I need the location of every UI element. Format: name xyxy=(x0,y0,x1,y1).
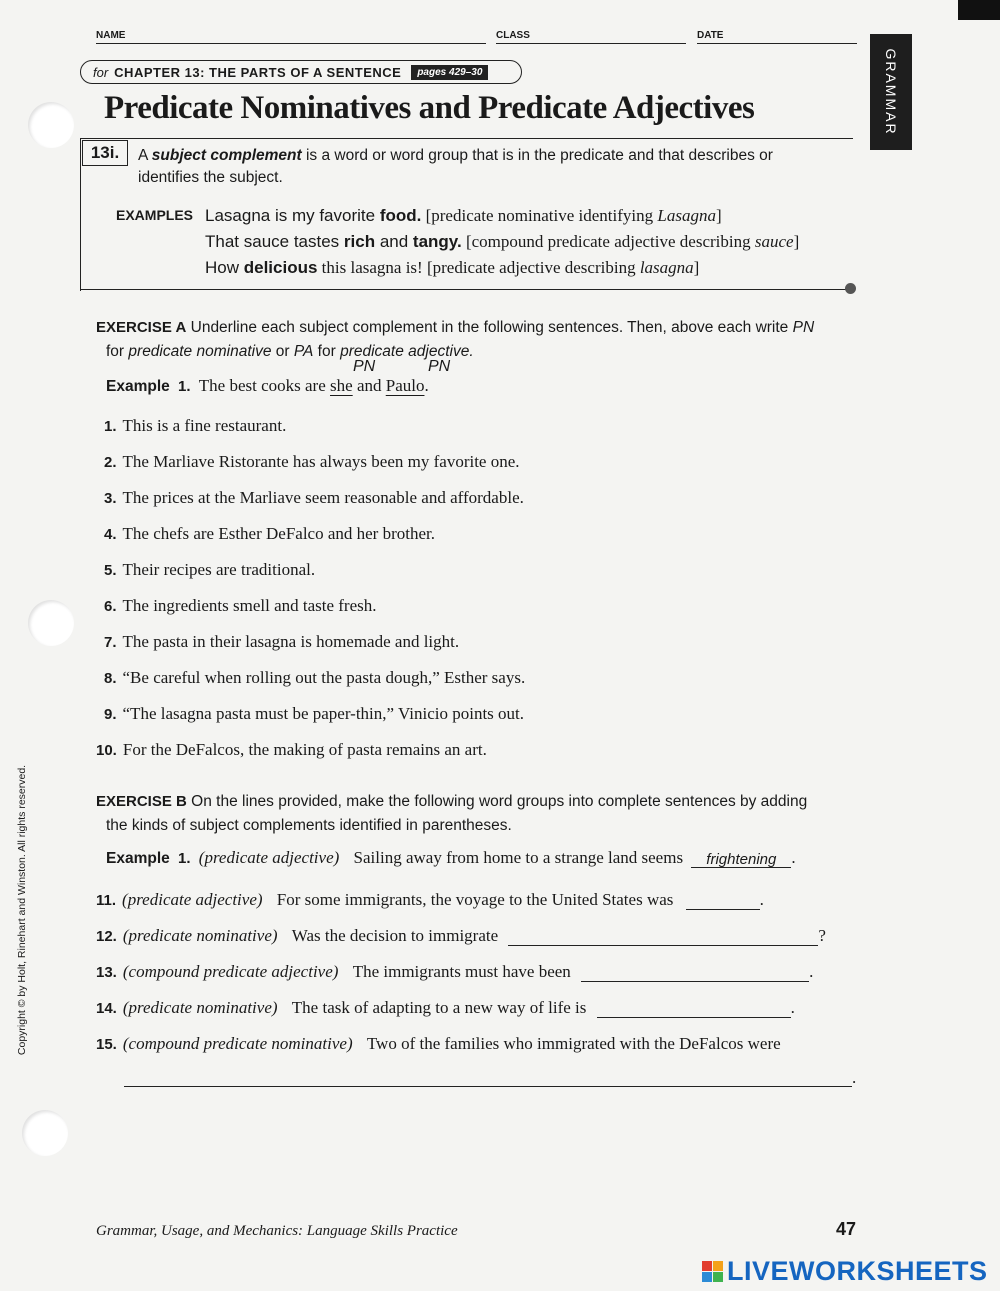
page-number: 47 xyxy=(836,1219,857,1239)
rule-number: 13i. xyxy=(82,140,128,166)
name-label: NAME xyxy=(96,30,126,41)
punch-hole-middle xyxy=(28,600,74,646)
exercise-b-label: EXERCISE B xyxy=(96,793,187,810)
exercise-a-item-2[interactable]: 2. The Marliave Ristorante has always been my favorite one. xyxy=(104,452,520,471)
book-title: Grammar, Usage, and Mechanics: Language Skills Practice xyxy=(96,1223,458,1239)
liveworksheets-logo-icon xyxy=(702,1261,723,1282)
exercise-b-item-14: 14. (predicate nominative) The task of adapting to a new way of life is . xyxy=(96,998,795,1017)
exercise-a-item-6[interactable]: 6. The ingredients smell and taste fresh. xyxy=(104,596,377,615)
page-title: Predicate Nominatives and Predicate Adjectives xyxy=(104,90,755,126)
exercise-b-item-15: 15. (compound predicate nominative) Two of the families who immigrated with the DeFalcos were xyxy=(96,1034,781,1053)
chapter-pages: pages 429–30 xyxy=(411,65,488,80)
class-field[interactable] xyxy=(496,30,686,44)
rule-text-a: A xyxy=(138,147,152,164)
rule-term: subject complement xyxy=(151,147,302,164)
date-field[interactable] xyxy=(697,30,857,44)
exercise-a-item-4[interactable]: 4. The chefs are Esther DeFalco and her brother. xyxy=(104,524,435,543)
rule-box-end-dot xyxy=(845,283,856,294)
rule-text-b: is a word or word group that is in the predicate and that describes or xyxy=(301,147,773,164)
exercise-a-example: Example 1. The best cooks are she and Paulo. xyxy=(106,376,429,395)
grammar-tab-label: GRAMMAR xyxy=(883,48,899,136)
examples-text xyxy=(205,203,799,281)
answer-field-14[interactable] xyxy=(597,999,791,1018)
handwritten-pn-1: PN xyxy=(353,358,376,375)
answer-field-15[interactable] xyxy=(124,1086,852,1087)
punch-hole-bottom xyxy=(22,1110,68,1156)
answer-field-13[interactable] xyxy=(581,963,809,982)
exercise-b-instructions: EXERCISE B On the lines provided, make the following word groups into complete sentences by adding the kinds of subject complements identified in parentheses. xyxy=(96,793,808,834)
exercise-a-instructions: EXERCISE A Underline each subject complement in the following sentences. Then, above each write PN for predicate nominative or PA for predicate adjective. xyxy=(96,319,815,360)
exercise-a-label: EXERCISE A xyxy=(96,319,187,336)
exercise-b-item-13: 13. (compound predicate adjective) The immigrants must have been . xyxy=(96,962,814,981)
example-answer-line xyxy=(691,849,791,868)
rule-box-bottom-line xyxy=(80,289,852,290)
punch-hole-top xyxy=(28,102,74,148)
rule-text-c: identifies the subject. xyxy=(138,169,283,186)
exercise-a-item-8[interactable]: 8. “Be careful when rolling out the pasta dough,” Esther says. xyxy=(104,668,526,687)
exercise-a-item-9[interactable]: 9. “The lasagna pasta must be paper-thin,” Vinicio points out. xyxy=(104,704,525,723)
exercise-a-item-10[interactable]: 10. For the DeFalcos, the making of pasta remains an art. xyxy=(96,740,487,759)
exercise-a-item-5[interactable]: 5. Their recipes are traditional. xyxy=(104,560,316,579)
rule-text xyxy=(138,145,838,189)
chapter-prefix: for xyxy=(93,64,109,80)
name-field[interactable] xyxy=(96,30,486,44)
date-label: DATE xyxy=(697,30,724,41)
example-underline-she: she xyxy=(330,376,353,395)
answer-field-12[interactable] xyxy=(508,927,818,946)
chapter-banner xyxy=(80,60,522,84)
item-15-end: . xyxy=(852,1068,857,1087)
chapter-title: CHAPTER 13: THE PARTS OF A SENTENCE xyxy=(114,64,402,80)
edge-strip xyxy=(958,0,1000,20)
grammar-side-tab xyxy=(870,34,912,150)
example-line-2: That sauce tastes rich and tangy. [compound predicate adjective describing sauce] xyxy=(205,232,800,251)
liveworksheets-brand[interactable] xyxy=(702,1256,988,1287)
examples-label: EXAMPLES xyxy=(116,207,194,223)
example-underline-paulo: Paulo xyxy=(385,376,425,395)
exercise-a-item-1[interactable]: 1. This is a fine restaurant. xyxy=(104,416,287,435)
exercise-b-item-11: 11. (predicate adjective) For some immigrants, the voyage to the United States was . xyxy=(96,890,764,909)
answer-field-11[interactable] xyxy=(686,891,760,910)
exercise-b-item-12: 12. (predicate nominative) Was the decision to immigrate ? xyxy=(96,926,826,945)
handwritten-pn-2: PN xyxy=(428,358,451,375)
exercise-a-item-3[interactable]: 3. The prices at the Marliave seem reasonable and affordable. xyxy=(104,488,524,507)
exercise-a-item-7[interactable]: 7. The pasta in their lasagna is homemade and light. xyxy=(104,632,460,651)
example-line-1: Lasagna is my favorite food. [predicate nominative identifying Lasagna] xyxy=(205,206,722,225)
example-answer: frightening xyxy=(706,851,777,868)
brand-text: LIVEWORKSHEETS xyxy=(727,1256,988,1286)
exercise-b-example: Example 1. (predicate adjective) Sailing away from home to a strange land seems frightening . xyxy=(106,848,796,868)
copyright-notice: Copyright © by Holt, Rinehart and Winston. All rights reserved. xyxy=(16,764,28,1056)
class-label: CLASS xyxy=(496,30,530,41)
example-line-3: How delicious this lasagna is! [predicate adjective describing lasagna] xyxy=(205,258,700,277)
